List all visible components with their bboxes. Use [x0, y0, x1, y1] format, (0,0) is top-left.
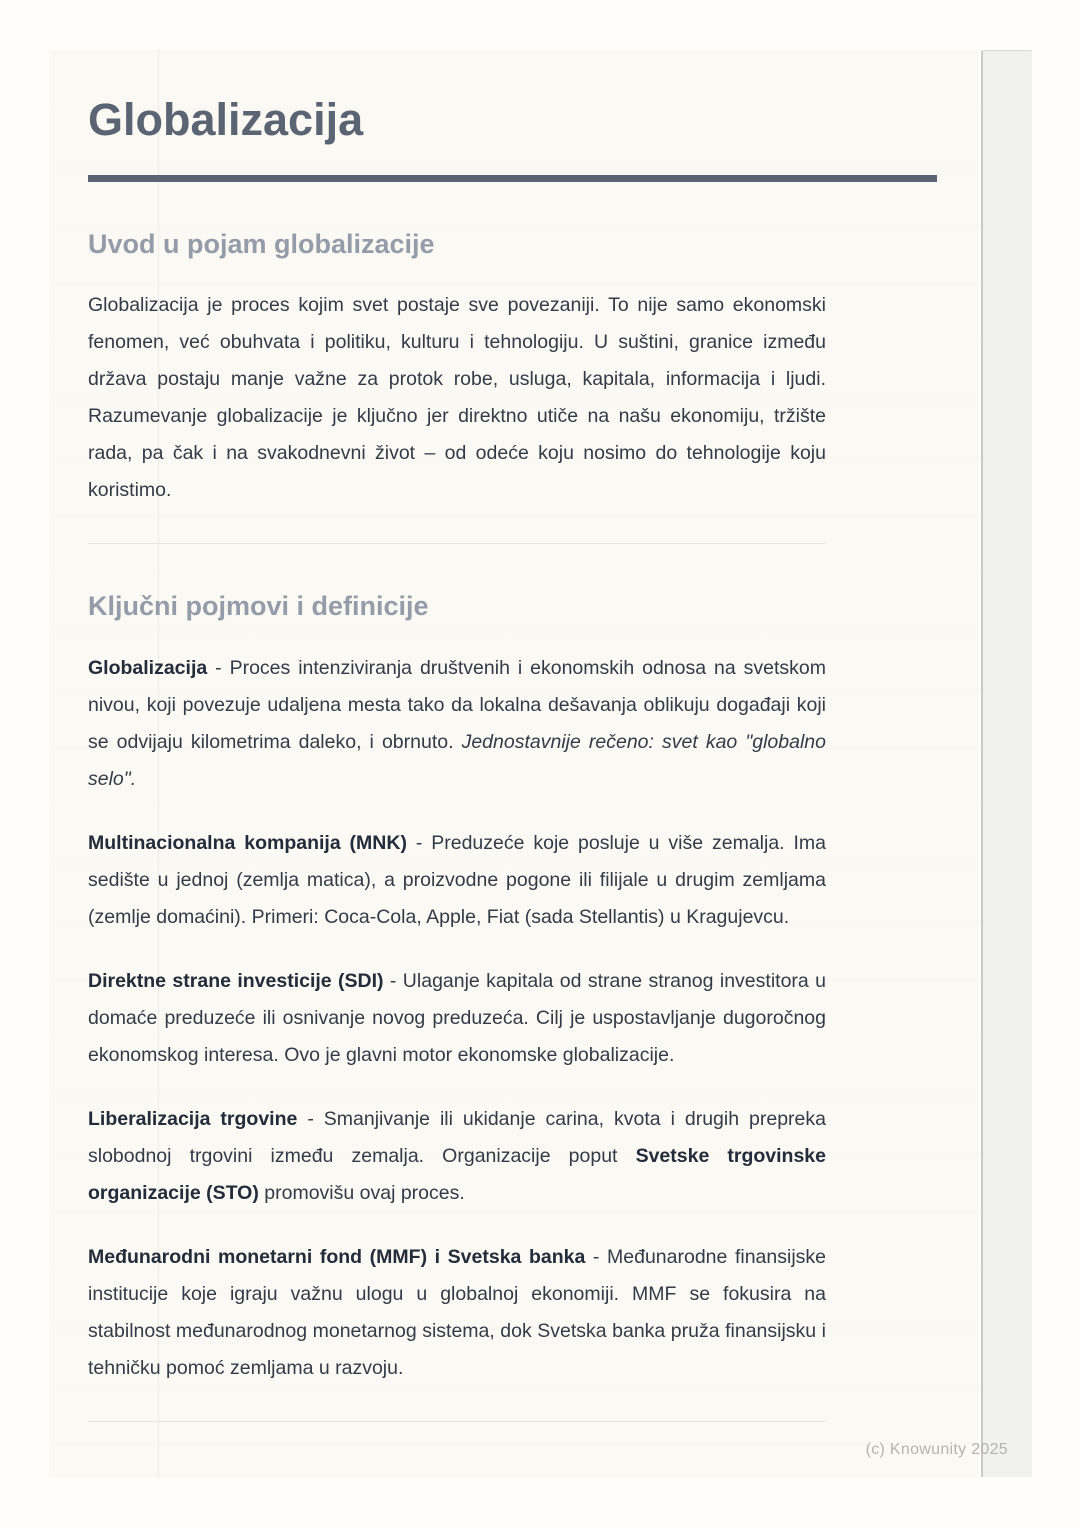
paragraph — [88, 825, 826, 936]
body-text: Globalizacija je proces kojim svet postaje sve povezaniji. To nije samo ekonomski fenomen, već obuhvata i politiku, kulturu i tehnologiju. U suštini, granice između država postaju manje važne za protok robe, usluga, kapitala, informacija i ljudi. Razumevanje globalizacije je ključno jer direktno utiče na našu ekonomiju, tržište rada, pa čak i na svakodnevni život – od odeće koju nosimo do tehnologije koju koristimo. — [88, 294, 826, 502]
body-text: - Ulaganje kapitala od strane stranog investitora u domaće preduzeće ili osnivanje novog preduzeća. Cilj je uspostavljanje dugoročnog ekonomskog interesa. Ovo je glavni motor ekonomske globalizacije. — [88, 969, 826, 1066]
body-text: - Međunarodne finansijske institucije koje igraju važnu ulogu u globalnoj ekonomiji. MMF se fokusira na stabilnost međunarodnog monetarnog sistema, dok Svetska banka pruža finansijsku i tehničku pomoć zemljama u razvoju. — [88, 1245, 826, 1379]
bold-term: Međunarodni monetarni fond (MMF) i Svetska banka — [88, 1245, 586, 1268]
body-text: - Preduzeće koje posluje u više zemalja. Ima sedište u jednoj (zemlja matica), a proizvodne pogone ili filijale u drugim zemljama (zemlje domaćini). Primeri: Coca-Cola, Apple, Fiat (sada Stellantis) u Kragujevcu. — [88, 831, 826, 928]
section-divider — [88, 543, 826, 544]
page-title: Globalizacija — [88, 94, 364, 145]
document-content — [88, 50, 826, 1422]
title-rule — [88, 175, 937, 182]
bold-term: Direktne strane investicije (SDI) — [88, 969, 384, 992]
paragraph — [88, 1101, 826, 1212]
body-text: promovišu ovaj proces. — [258, 1181, 465, 1204]
sections-container — [88, 228, 826, 1422]
paragraph — [88, 963, 826, 1074]
bold-term: Svetske trgovinske organizacije (STO) — [88, 1144, 826, 1204]
bold-term: Liberalizacija trgovine — [88, 1107, 298, 1130]
section-divider — [88, 1421, 826, 1422]
section-heading: Uvod u pojam globalizacije — [88, 228, 435, 259]
page-edge-strip — [981, 50, 1032, 1477]
paragraph — [88, 287, 826, 509]
italic-note: Jednostavnije rečeno: svet kao "globalno selo". — [88, 730, 826, 790]
bold-term: Multinacionalna kompanija (MNK) — [88, 831, 407, 854]
copyright-footer: (c) Knowunity 2025 — [865, 1441, 1008, 1458]
document-sheet — [49, 50, 979, 1478]
body-text: - Smanjivanje ili ukidanje carina, kvota i drugih prepreka slobodnoj trgovini između zemalja. Organizacije poput — [88, 1107, 826, 1167]
paragraph — [88, 650, 826, 798]
bold-term: Globalizacija — [88, 656, 208, 679]
paragraph — [88, 1239, 826, 1387]
section-heading: Ključni pojmovi i definicije — [88, 591, 429, 622]
body-text: - Proces intenziviranja društvenih i ekonomskih odnosa na svetskom nivou, koji povezuje udaljena mesta tako da lokalna dešavanja oblikuju događaji koji se odvijaju kilometrima daleko, i obrnuto. — [88, 656, 826, 753]
